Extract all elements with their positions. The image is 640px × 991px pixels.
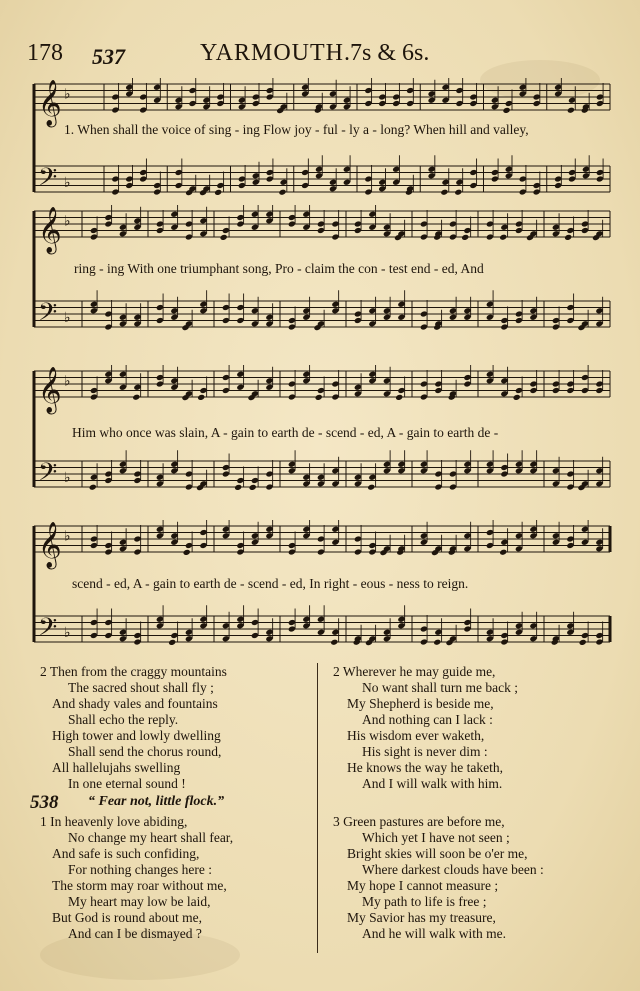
verse-line: For nothing changes here : — [68, 862, 212, 877]
column-divider — [317, 663, 318, 953]
verse-line: The storm may roar without me, — [52, 878, 227, 893]
verse-line: Which yet I have not seen ; — [362, 830, 510, 845]
verse-line: And can I be dismayed ? — [68, 926, 202, 941]
hymn-538-number: 538 — [30, 792, 59, 813]
verse-line: Shall echo the reply. — [68, 712, 179, 727]
verse-line: All hallelujahs swelling — [52, 760, 181, 775]
verse-line: Where darkest clouds have been : — [362, 862, 544, 877]
svg-text:♭: ♭ — [64, 174, 71, 191]
music-system-4 — [22, 520, 612, 650]
verse-line: My heart may low be laid, — [68, 894, 211, 909]
music-system-3 — [22, 365, 612, 495]
page-number: 178 — [27, 40, 63, 66]
verse-line: My hope I cannot measure ; — [347, 878, 499, 893]
verse-line: And nothing can I lack : — [362, 712, 493, 727]
lyrics-line-4: scend - ed, A - gain to earth de - scend - ed, In right - eous - ness to reign. — [72, 576, 469, 591]
staff-pair — [22, 78, 612, 198]
verse-line: No change my heart shall fear, — [68, 830, 234, 845]
lyrics-line-1: 1. When shall the voice of sing - ing Flow joy - ful - ly a - long? When hill and valley, — [64, 122, 529, 137]
verse-line: His sight is never dim : — [362, 744, 488, 759]
svg-text:𝄢: 𝄢 — [38, 613, 58, 648]
svg-text:♭: ♭ — [64, 86, 71, 103]
verse-line: High tower and lowly dwelling — [52, 728, 221, 743]
verse-line: 2 Then from the craggy mountains — [40, 664, 227, 679]
verse-line: 3 Green pastures are before me, — [333, 814, 505, 829]
lyrics-line-3: Him who once was slain, A - gain to earth de - scend - ed, A - gain to earth de - — [72, 425, 499, 440]
svg-text:♭: ♭ — [64, 213, 71, 230]
verse-line: No want shall turn me back ; — [362, 680, 518, 695]
verse-line: 2 Wherever he may guide me, — [333, 664, 496, 679]
svg-text:♭: ♭ — [64, 469, 71, 486]
verse-line: And shady vales and fountains — [52, 696, 218, 711]
verse-line: My Shepherd is beside me, — [347, 696, 494, 711]
svg-text:𝄞: 𝄞 — [38, 522, 62, 568]
svg-text:𝄞: 𝄞 — [38, 367, 62, 413]
verse-line: And safe is such confiding, — [52, 846, 200, 861]
verse-line: My Savior has my treasure, — [347, 910, 496, 925]
hymn-number: 537 — [92, 44, 125, 69]
verse-line: But God is round about me, — [52, 910, 202, 925]
svg-text:𝄢: 𝄢 — [38, 163, 58, 198]
lyrics-line-2: ring - ing With one triumphant song, Pro - claim the con - test end - ed, And — [74, 261, 484, 276]
hymn-538-title: “ Fear not, little flock.” — [88, 794, 225, 809]
svg-text:𝄞: 𝄞 — [38, 207, 62, 253]
svg-text:♭: ♭ — [64, 373, 71, 390]
verse-line: Bright skies will soon be o'er me, — [347, 846, 528, 861]
svg-text:𝄢: 𝄢 — [38, 298, 58, 333]
page-header — [0, 40, 640, 72]
svg-text:𝄞: 𝄞 — [38, 80, 62, 126]
meter: 7s & 6s. — [350, 40, 430, 66]
verse-line: My path to life is free ; — [362, 894, 487, 909]
verse-line: Shall send the chorus round, — [68, 744, 222, 759]
verse-line: His wisdom ever waketh, — [347, 728, 485, 743]
music-system-2 — [22, 205, 612, 335]
verse-line: The sacred shout shall fly ; — [68, 680, 214, 695]
svg-text:♭: ♭ — [64, 528, 71, 545]
verse-line: In one eternal sound ! — [68, 776, 186, 791]
verse-line: He knows the way he taketh, — [347, 760, 503, 775]
verse-line: And he will walk with me. — [362, 926, 506, 941]
svg-text:♭: ♭ — [64, 309, 71, 326]
svg-text:♭: ♭ — [64, 624, 71, 641]
svg-text:𝄢: 𝄢 — [38, 458, 58, 493]
verse-line: 1 In heavenly love abiding, — [40, 814, 188, 829]
music-system-1 — [22, 78, 612, 198]
verse-line: And I will walk with him. — [362, 776, 503, 791]
tune-name: YARMOUTH. — [200, 40, 352, 66]
